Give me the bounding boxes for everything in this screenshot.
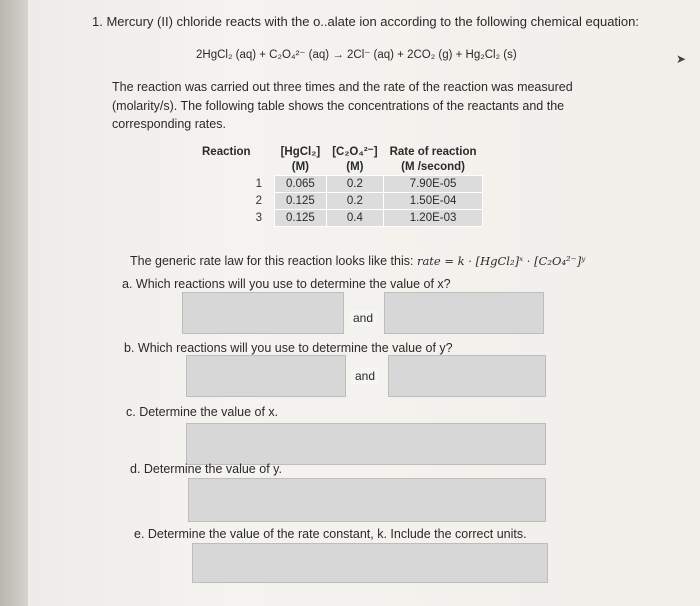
part-a-answer-2[interactable]	[384, 292, 544, 334]
table-row	[196, 176, 483, 193]
paper-shadow-edge	[0, 0, 30, 606]
cell-rate: 1.20E-03	[384, 210, 483, 227]
cell-hgcl2: 0.065	[275, 176, 327, 193]
rates-table	[196, 145, 483, 227]
cell-reaction: 1	[255, 178, 263, 190]
part-c-prompt: c. Determine the value of x.	[126, 405, 279, 419]
rate-law-text: The generic rate law for this reaction looks like this:	[130, 254, 414, 268]
part-b-answer-1[interactable]	[186, 355, 346, 397]
header-rate-name: Rate of reaction	[389, 146, 477, 158]
part-c-answer[interactable]	[186, 423, 546, 465]
part-d-answer[interactable]	[188, 478, 546, 522]
header-c2o4-name: [C₂O₄²⁻]	[332, 146, 378, 158]
cell-c2o4: 0.2	[326, 176, 383, 193]
header-hgcl2	[275, 145, 327, 176]
cell-c2o4: 0.4	[326, 210, 383, 227]
part-b-prompt: b. Which reactions will you use to determine the value of y?	[124, 341, 453, 355]
cursor-arrow-icon: ➤	[676, 52, 687, 66]
header-hgcl2-name: [HgCl₂]	[280, 146, 321, 158]
cell-c2o4: 0.2	[326, 193, 383, 210]
cell-rate: 7.90E-05	[384, 176, 483, 193]
part-b-and-label: and	[351, 368, 379, 384]
question-paragraph: The reaction was carried out three times and the rate of the reaction was measured (molarity/s). The following table shows the concentrations of the reactants and the corresponding rates.	[112, 80, 573, 131]
part-e-answer[interactable]	[192, 543, 548, 583]
table-row	[196, 210, 483, 227]
cell-hgcl2: 0.125	[275, 193, 327, 210]
header-hgcl2-unit: (M)	[291, 161, 309, 173]
chemical-equation: 2HgCl₂ (aq) + C₂O₄²⁻ (aq) → 2Cl⁻ (aq) + 2CO₂ (g) + Hg₂Cl₂ (s)	[196, 49, 517, 61]
table-row	[196, 193, 483, 210]
part-e-prompt: e. Determine the value of the rate constant, k. Include the correct units.	[134, 527, 527, 541]
cell-reaction: 3	[255, 212, 263, 224]
cell-reaction: 2	[255, 195, 263, 207]
part-a-and-label: and	[349, 310, 377, 326]
part-b-answer-2[interactable]	[388, 355, 546, 397]
cell-hgcl2: 0.125	[275, 210, 327, 227]
part-d-prompt: d. Determine the value of y.	[130, 462, 282, 476]
header-c2o4-unit: (M)	[346, 161, 364, 173]
rate-law-line	[130, 254, 585, 268]
header-reaction: Reaction	[202, 146, 251, 158]
question-title: 1. Mercury (II) chloride reacts with the o..alate ion according to the following chemical equation:	[92, 14, 639, 29]
cell-rate: 1.50E-04	[384, 193, 483, 210]
header-rate	[384, 145, 483, 176]
part-a-answer-1[interactable]	[182, 292, 344, 334]
header-c2o4	[326, 145, 383, 176]
part-a-prompt: a. Which reactions will you use to determine the value of x?	[122, 277, 451, 291]
rate-law-formula: rate = k · [HgCl₂]ˣ · [C₂O₄²⁻]ʸ	[416, 254, 586, 268]
header-rate-unit: (M /second)	[401, 161, 465, 173]
